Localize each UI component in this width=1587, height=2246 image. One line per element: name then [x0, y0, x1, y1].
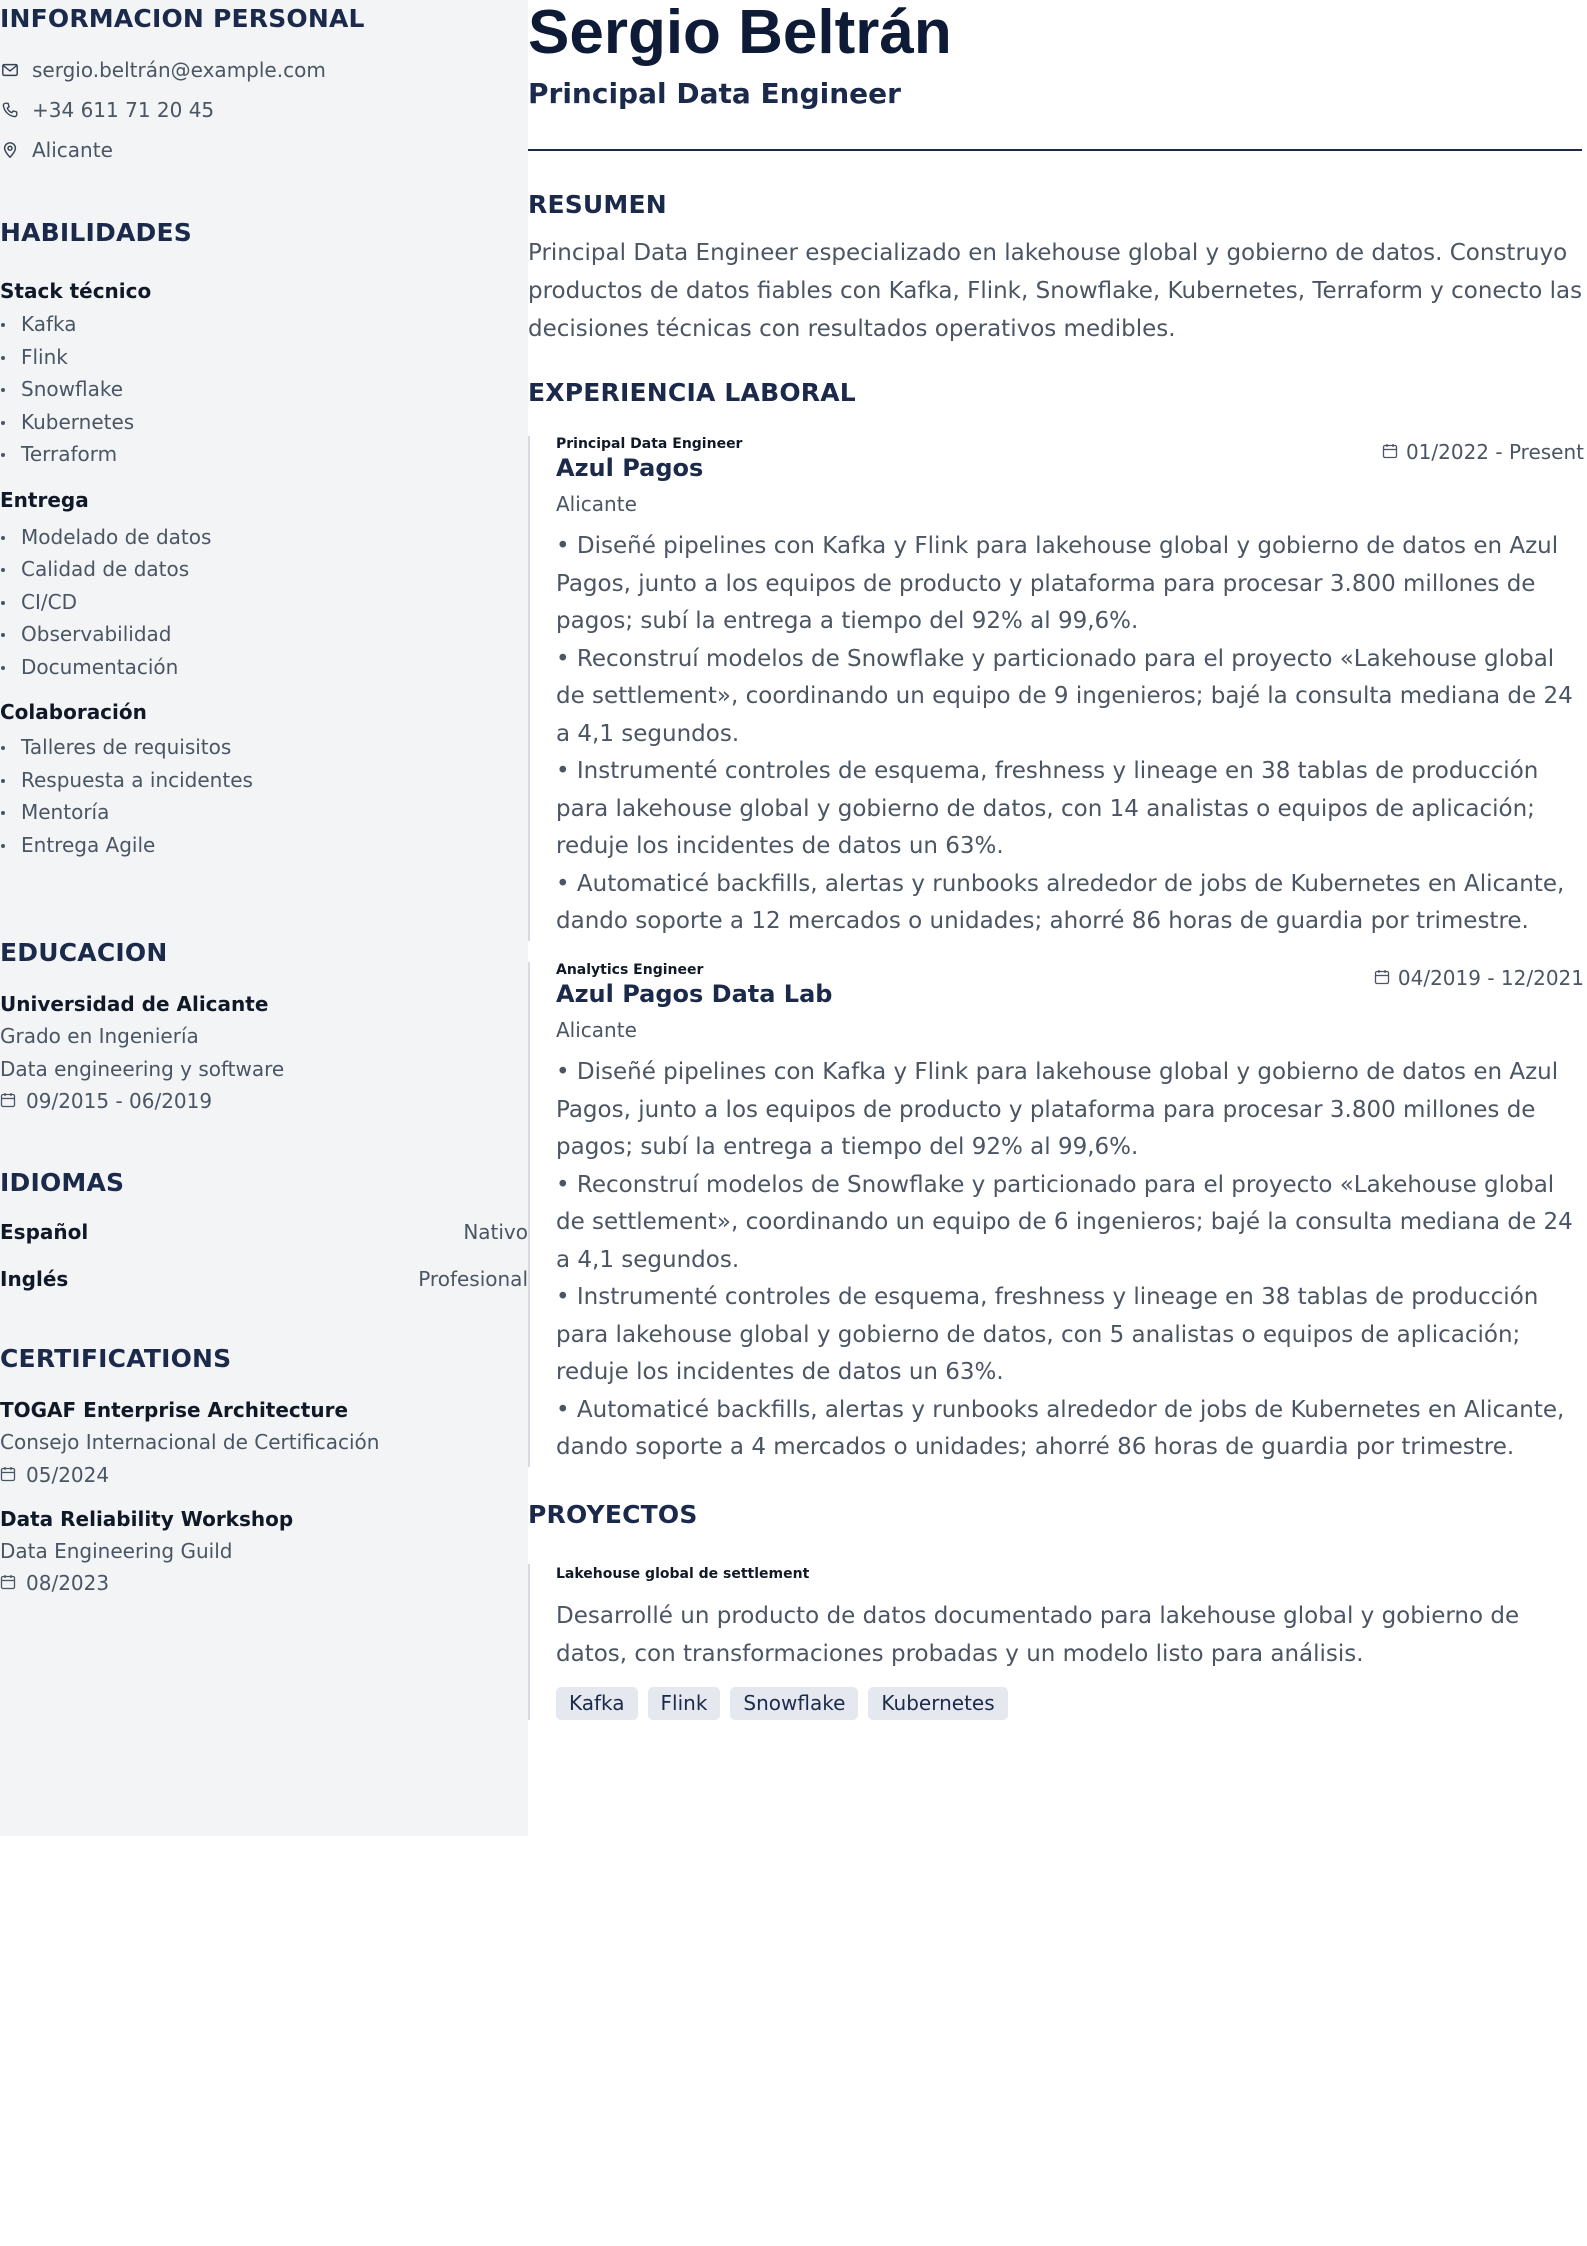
skill-item: Respuesta a incidentes	[0, 764, 253, 797]
contact-email[interactable]	[0, 50, 365, 90]
certification-date	[0, 1567, 379, 1599]
experience-item	[528, 962, 1584, 1467]
skill-item: Terraform	[0, 438, 253, 471]
certifications-heading: CERTIFICATIONS	[0, 1344, 232, 1373]
skills-section	[0, 218, 253, 861]
contact-location-text: Alicante	[32, 138, 113, 162]
skill-item: Calidad de datos	[0, 553, 253, 586]
job-location: Alicante	[556, 1018, 637, 1042]
experience-heading: EXPERIENCIA LABORAL	[528, 378, 856, 407]
skill-item: Modelado de datos	[0, 521, 253, 554]
calendar-icon	[1382, 443, 1400, 461]
certification-item	[0, 1394, 379, 1491]
summary-section	[528, 190, 1584, 348]
education-date-text: 09/2015 - 06/2019	[26, 1089, 213, 1113]
experience-header	[556, 962, 1584, 1054]
header-divider	[528, 149, 1582, 151]
certification-name: TOGAF Enterprise Architecture	[0, 1398, 349, 1422]
skill-item: Entrega Agile	[0, 829, 253, 862]
certifications-section	[0, 1344, 379, 1599]
education-degree: Grado en Ingeniería	[0, 1024, 199, 1048]
skill-group-title: Entrega	[0, 487, 89, 512]
job-bullet: • Reconstruí modelos de Snowflake y particionado para el proyecto «Lakehouse global de settlement», coordinando un equipo de 6 ingenieros; bajé la consulta mediana de 24 a 4,1 segundos.	[556, 1171, 1573, 1273]
skill-item: Talleres de requisitos	[0, 731, 253, 764]
education-date	[0, 1085, 284, 1117]
certification-name: Data Reliability Workshop	[0, 1506, 294, 1531]
tech-tag: Snowflake	[730, 1687, 858, 1720]
skill-item: Mentoría	[0, 796, 253, 829]
certification-issuer: Data Engineering Guild	[0, 1538, 233, 1563]
skill-item: CI/CD	[0, 586, 253, 619]
contact-heading: INFORMACION PERSONAL	[0, 4, 365, 33]
education-section	[0, 938, 284, 1117]
contact-phone[interactable]	[0, 90, 365, 130]
job-date-text: 04/2019 - 12/2021	[1397, 966, 1584, 990]
language-level: Nativo	[463, 1219, 528, 1244]
phone-icon	[0, 100, 20, 120]
certification-date-text: 05/2024	[26, 1462, 110, 1487]
job-location: Alicante	[556, 492, 637, 516]
skills-heading: HABILIDADES	[0, 218, 192, 247]
language-name: Español	[0, 1219, 89, 1244]
skill-item: Flink	[0, 341, 253, 374]
experience-header	[556, 436, 1584, 528]
experience-item	[528, 436, 1584, 941]
project-name: Lakehouse global de settlement	[556, 1566, 810, 1582]
languages-heading: IDIOMAS	[0, 1168, 125, 1197]
language-row	[0, 1208, 528, 1255]
tech-tag: Kafka	[556, 1687, 638, 1720]
skill-item: Documentación	[0, 651, 253, 684]
certification-date	[0, 1459, 379, 1491]
tech-tag: Kubernetes	[868, 1687, 1007, 1720]
job-date	[1374, 966, 1584, 990]
project-tags	[556, 1687, 1584, 1720]
candidate-role: Principal Data Engineer	[528, 77, 901, 110]
job-bullet: • Automaticé backfills, alertas y runbooks alrededor de jobs de Kubernetes en Alicante, dando soporte a 4 mercados o unidades; ahorré 86 horas de guardia por trimestre.	[556, 1396, 1565, 1460]
calendar-icon	[0, 1574, 18, 1592]
job-title: Analytics Engineer	[556, 962, 704, 978]
job-bullet: • Reconstruí modelos de Snowflake y particionado para el proyecto «Lakehouse global de settlement», coordinando un equipo de 9 ingenieros; bajé la consulta mediana de 24 a 4,1 segundos.	[556, 645, 1573, 747]
contact-email-text: sergio.beltrán@example.com	[32, 58, 326, 82]
job-bullet: • Diseñé pipelines con Kafka y Flink para lakehouse global y gobierno de datos en Azul Pagos, junto a los equipos de producto y plataforma para procesar 3.800 millones de pagos; subí la entrega a tiempo del 92% al 99,6%.	[556, 1059, 1559, 1160]
certification-item	[0, 1503, 379, 1600]
contact-location	[0, 130, 365, 170]
languages-section	[0, 1168, 528, 1302]
skill-group-title: Colaboración	[0, 700, 147, 724]
skill-item: Observabilidad	[0, 618, 253, 651]
job-company: Azul Pagos Data Lab	[556, 980, 833, 1008]
job-bullet: • Diseñé pipelines con Kafka y Flink para lakehouse global y gobierno de datos en Azul Pagos, junto a los equipos de producto y plataforma para procesar 3.800 millones de pagos; subí la entrega a tiempo del 92% al 99,6%.	[556, 533, 1559, 634]
language-row	[0, 1255, 528, 1302]
job-date	[1382, 440, 1584, 464]
education-heading: EDUCACION	[0, 938, 168, 967]
project-item	[528, 1564, 1584, 1720]
certification-date-text: 08/2023	[26, 1571, 110, 1595]
job-date-text: 01/2022 - Present	[1405, 440, 1584, 464]
calendar-icon	[0, 1466, 18, 1484]
project-description: Desarrollé un producto de datos documentado para lakehouse global y gobierno de datos, con transformaciones probadas y un modelo listo para análisis.	[556, 1603, 1520, 1667]
skill-item: Snowflake	[0, 373, 253, 406]
certification-issuer: Consejo Internacional de Certificación	[0, 1430, 380, 1454]
job-bullet: • Automaticé backfills, alertas y runbooks alrededor de jobs de Kubernetes en Alicante, dando soporte a 12 mercados o unidades; ahorré 86 horas de guardia por trimestre.	[556, 870, 1565, 934]
tech-tag: Flink	[648, 1687, 721, 1720]
skill-item: Kubernetes	[0, 406, 253, 439]
job-bullet: • Instrumenté controles de esquema, freshness y lineage en 38 tablas de producción para lakehouse global y gobierno de datos, con 14 analistas o equipos de aplicación; reduje los incidentes de datos un 63%.	[556, 758, 1539, 859]
education-school: Universidad de Alicante	[0, 992, 269, 1016]
summary-heading: RESUMEN	[528, 190, 667, 219]
envelope-icon	[0, 60, 20, 80]
skill-group-title: Stack técnico	[0, 279, 152, 303]
calendar-icon	[0, 1092, 18, 1110]
sidebar	[0, 0, 528, 1836]
contact-section	[0, 4, 365, 170]
candidate-name: Sergio Beltrán	[528, 0, 952, 67]
job-bullet: • Instrumenté controles de esquema, freshness y lineage en 38 tablas de producción para lakehouse global y gobierno de datos, con 5 analistas o equipos de aplicación; reduje los incidentes de datos un 63%.	[556, 1284, 1539, 1385]
language-name: Inglés	[0, 1266, 69, 1291]
skill-item: Kafka	[0, 308, 253, 341]
education-field: Data engineering y software	[0, 1056, 285, 1081]
calendar-icon	[1374, 969, 1392, 987]
language-level: Profesional	[418, 1266, 528, 1291]
summary-text: Principal Data Engineer especializado en lakehouse global y gobierno de datos. Construyo productos de datos fiables con Kafka, Flink, Snowflake, Kubernetes, Terraform y conecto las decisiones técnicas con resultados operativos medibles.	[528, 240, 1583, 342]
job-title: Principal Data Engineer	[556, 436, 743, 452]
contact-phone-text: +34 611 71 20 45	[32, 98, 215, 122]
job-company: Azul Pagos	[556, 454, 704, 482]
projects-heading: PROYECTOS	[528, 1500, 698, 1529]
map-pin-icon	[0, 140, 20, 160]
